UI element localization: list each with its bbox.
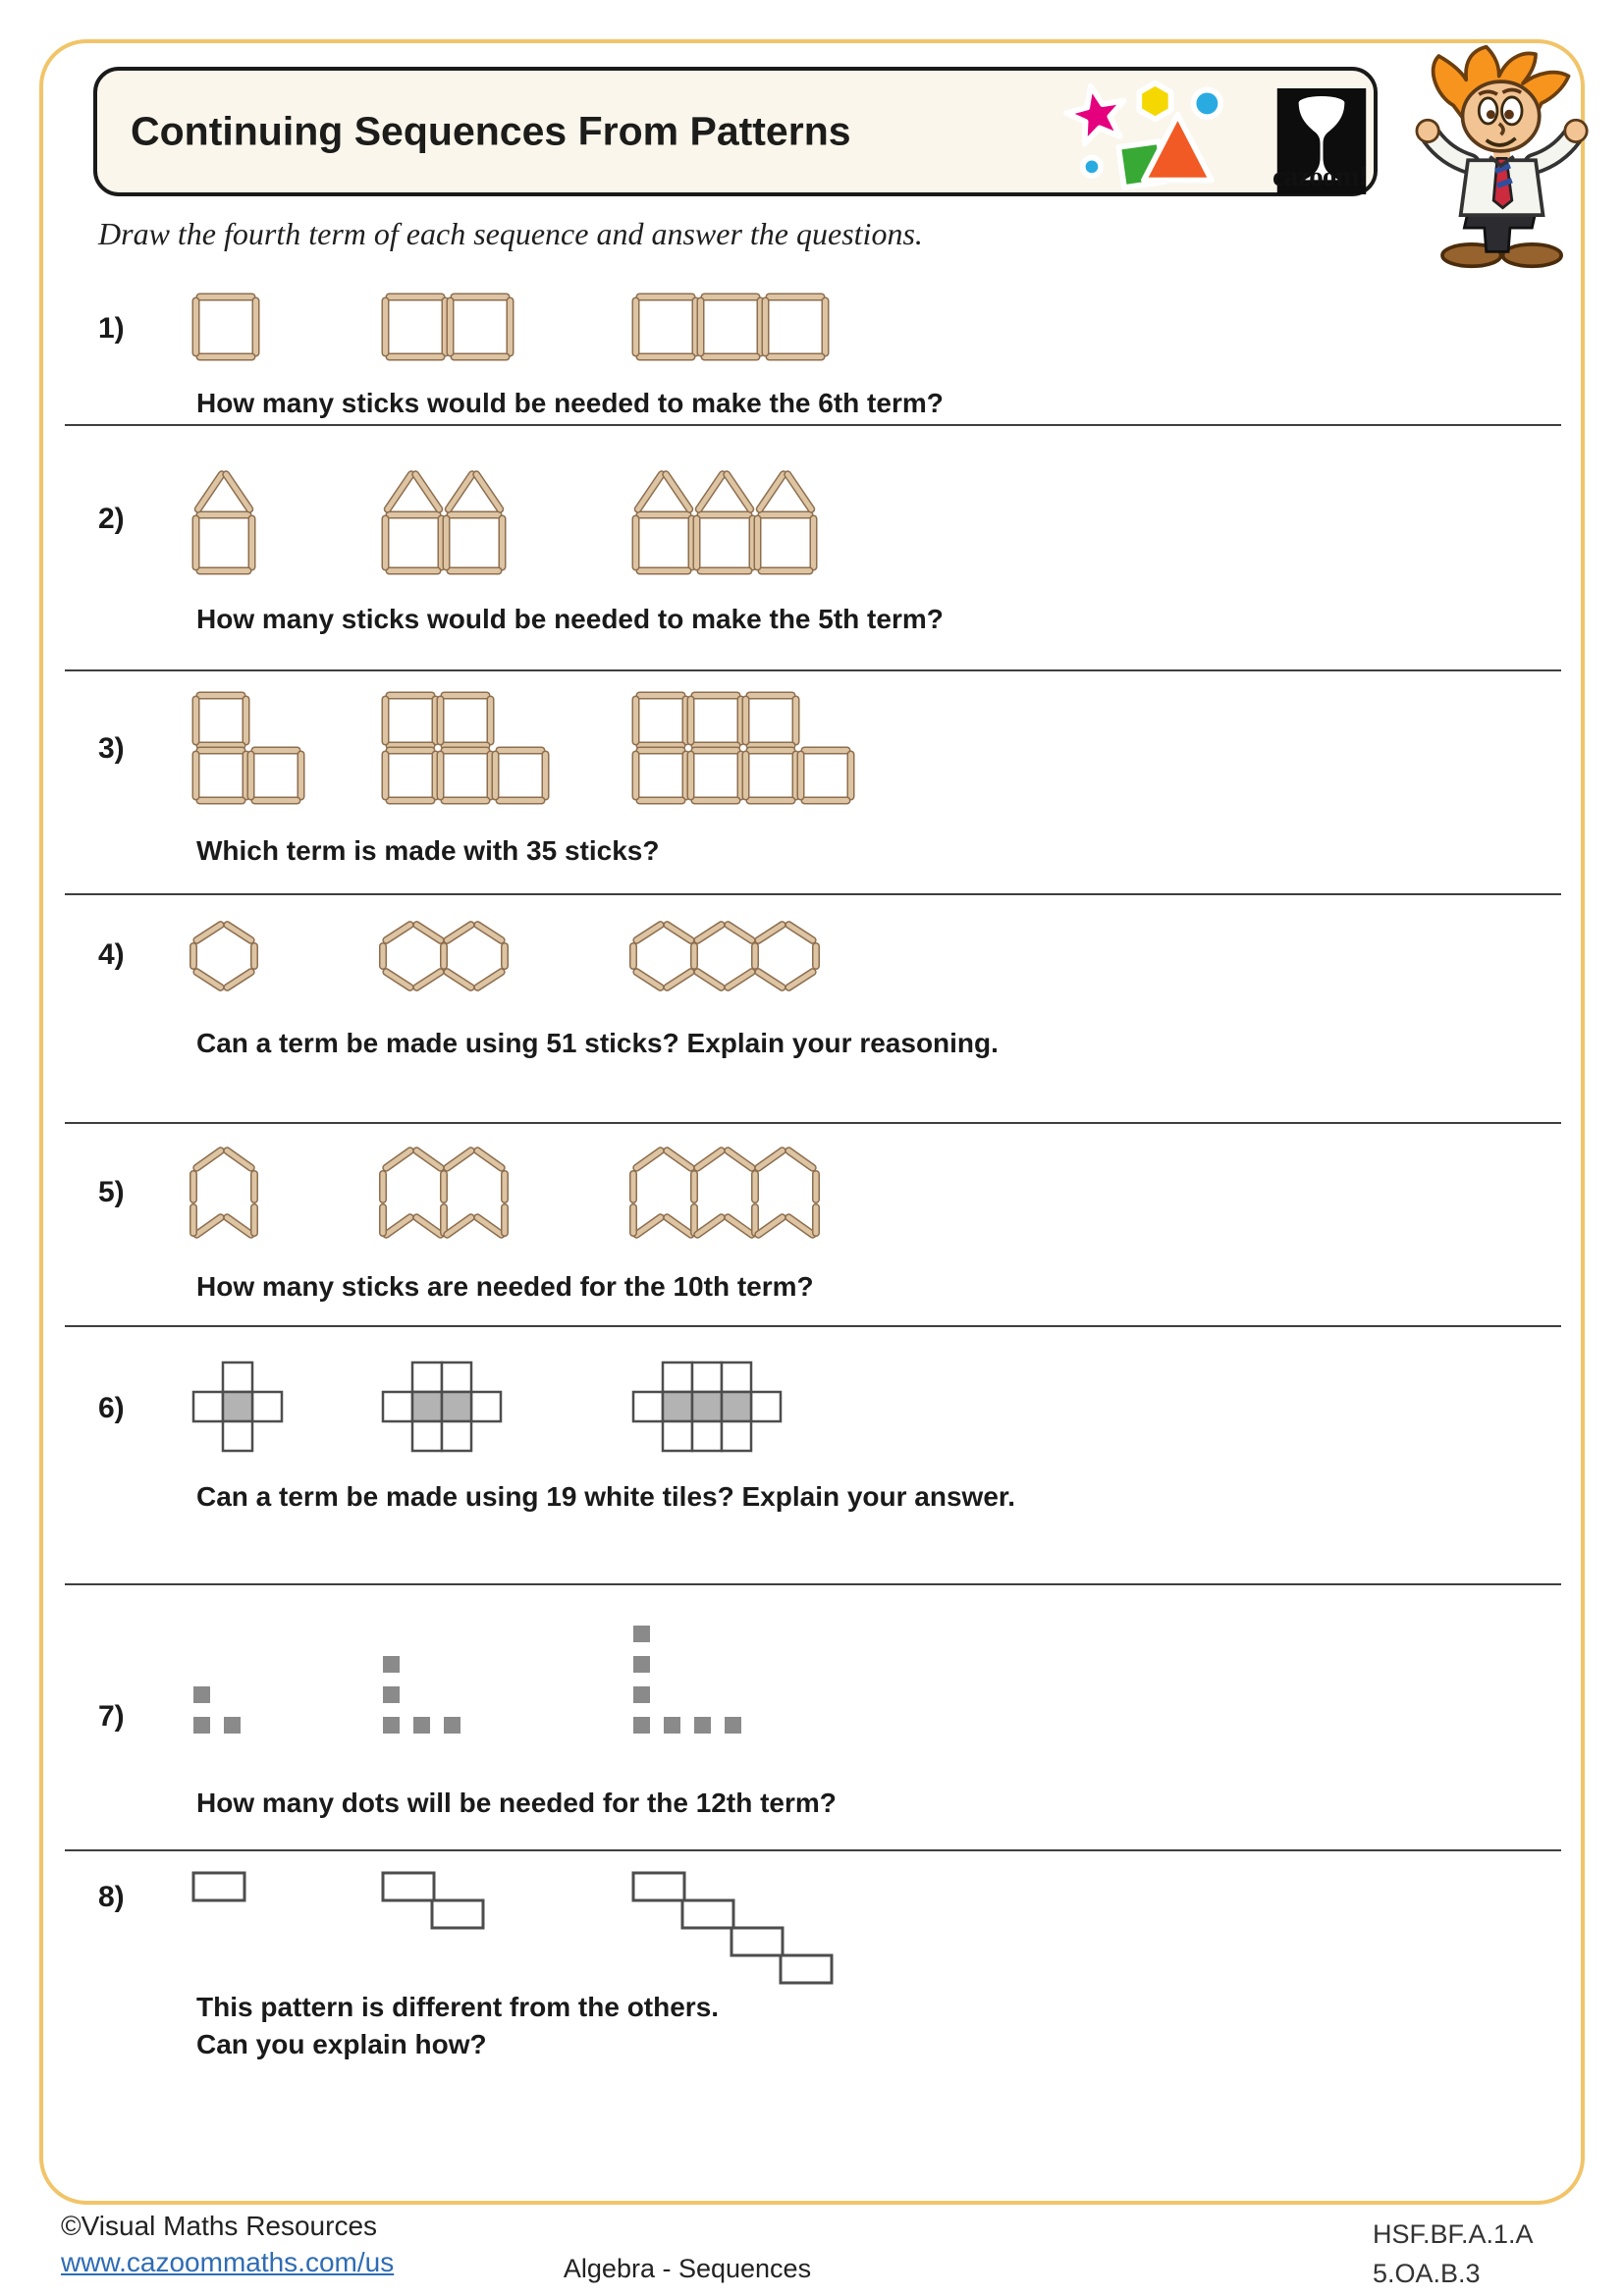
question-7-number: 7) bbox=[98, 1700, 125, 1733]
question-2-number: 2) bbox=[98, 503, 125, 535]
instruction-text: Draw the fourth term of each sequence and answer the questions. bbox=[98, 216, 923, 251]
question-4-number: 4) bbox=[98, 938, 125, 971]
question-3-number: 3) bbox=[98, 732, 125, 765]
question-1-text: How many sticks would be needed to make the 6th term? bbox=[196, 388, 944, 418]
question-4-text: Can a term be made using 51 sticks? Explain your reasoning. bbox=[196, 1028, 999, 1058]
separator bbox=[65, 669, 1561, 671]
separator bbox=[65, 893, 1561, 895]
question-3-text: Which term is made with 35 sticks? bbox=[196, 835, 660, 866]
standards-codes bbox=[1373, 2215, 1534, 2293]
cazoom-wordmark: cazoom! bbox=[1272, 161, 1368, 192]
page-title: Continuing Sequences From Patterns bbox=[131, 108, 851, 154]
standard-code-2: 5.OA.B.3 bbox=[1373, 2259, 1481, 2288]
circle-icon bbox=[1194, 90, 1221, 118]
shapes-logo-icon bbox=[1062, 79, 1249, 197]
small-circle-icon bbox=[1083, 158, 1101, 176]
hexagon-icon bbox=[1139, 83, 1170, 120]
question-6-text: Can a term be made using 19 white tiles? Explain your answer. bbox=[196, 1481, 1016, 1512]
separator bbox=[65, 1325, 1561, 1327]
separator bbox=[65, 1122, 1561, 1124]
question-5-number: 5) bbox=[98, 1176, 125, 1208]
question-7-text: How many dots will be needed for the 12th term? bbox=[196, 1788, 837, 1818]
copyright-text: ©Visual Maths Resources bbox=[61, 2211, 378, 2241]
worksheet-category: Algebra - Sequences bbox=[563, 2254, 812, 2283]
separator bbox=[65, 424, 1561, 426]
question-1-number: 1) bbox=[98, 312, 125, 345]
separator bbox=[65, 1583, 1561, 1585]
separator bbox=[65, 1849, 1561, 1851]
star-icon bbox=[1062, 80, 1131, 146]
website-link[interactable]: www.cazoommaths.com/us bbox=[61, 2247, 395, 2277]
standard-code-1: HSF.BF.A.1.A bbox=[1373, 2219, 1534, 2249]
cazoom-character-illustration bbox=[1402, 43, 1603, 270]
question-6-number: 6) bbox=[98, 1392, 125, 1424]
header-banner bbox=[93, 67, 1378, 196]
question-2-text: How many sticks would be needed to make the 5th term? bbox=[196, 604, 944, 634]
question-5-text: How many sticks are needed for the 10th term? bbox=[196, 1271, 814, 1302]
question-8-text: This pattern is different from the others. Can you explain how? bbox=[196, 1992, 720, 2059]
question-8-number: 8) bbox=[98, 1881, 125, 1913]
